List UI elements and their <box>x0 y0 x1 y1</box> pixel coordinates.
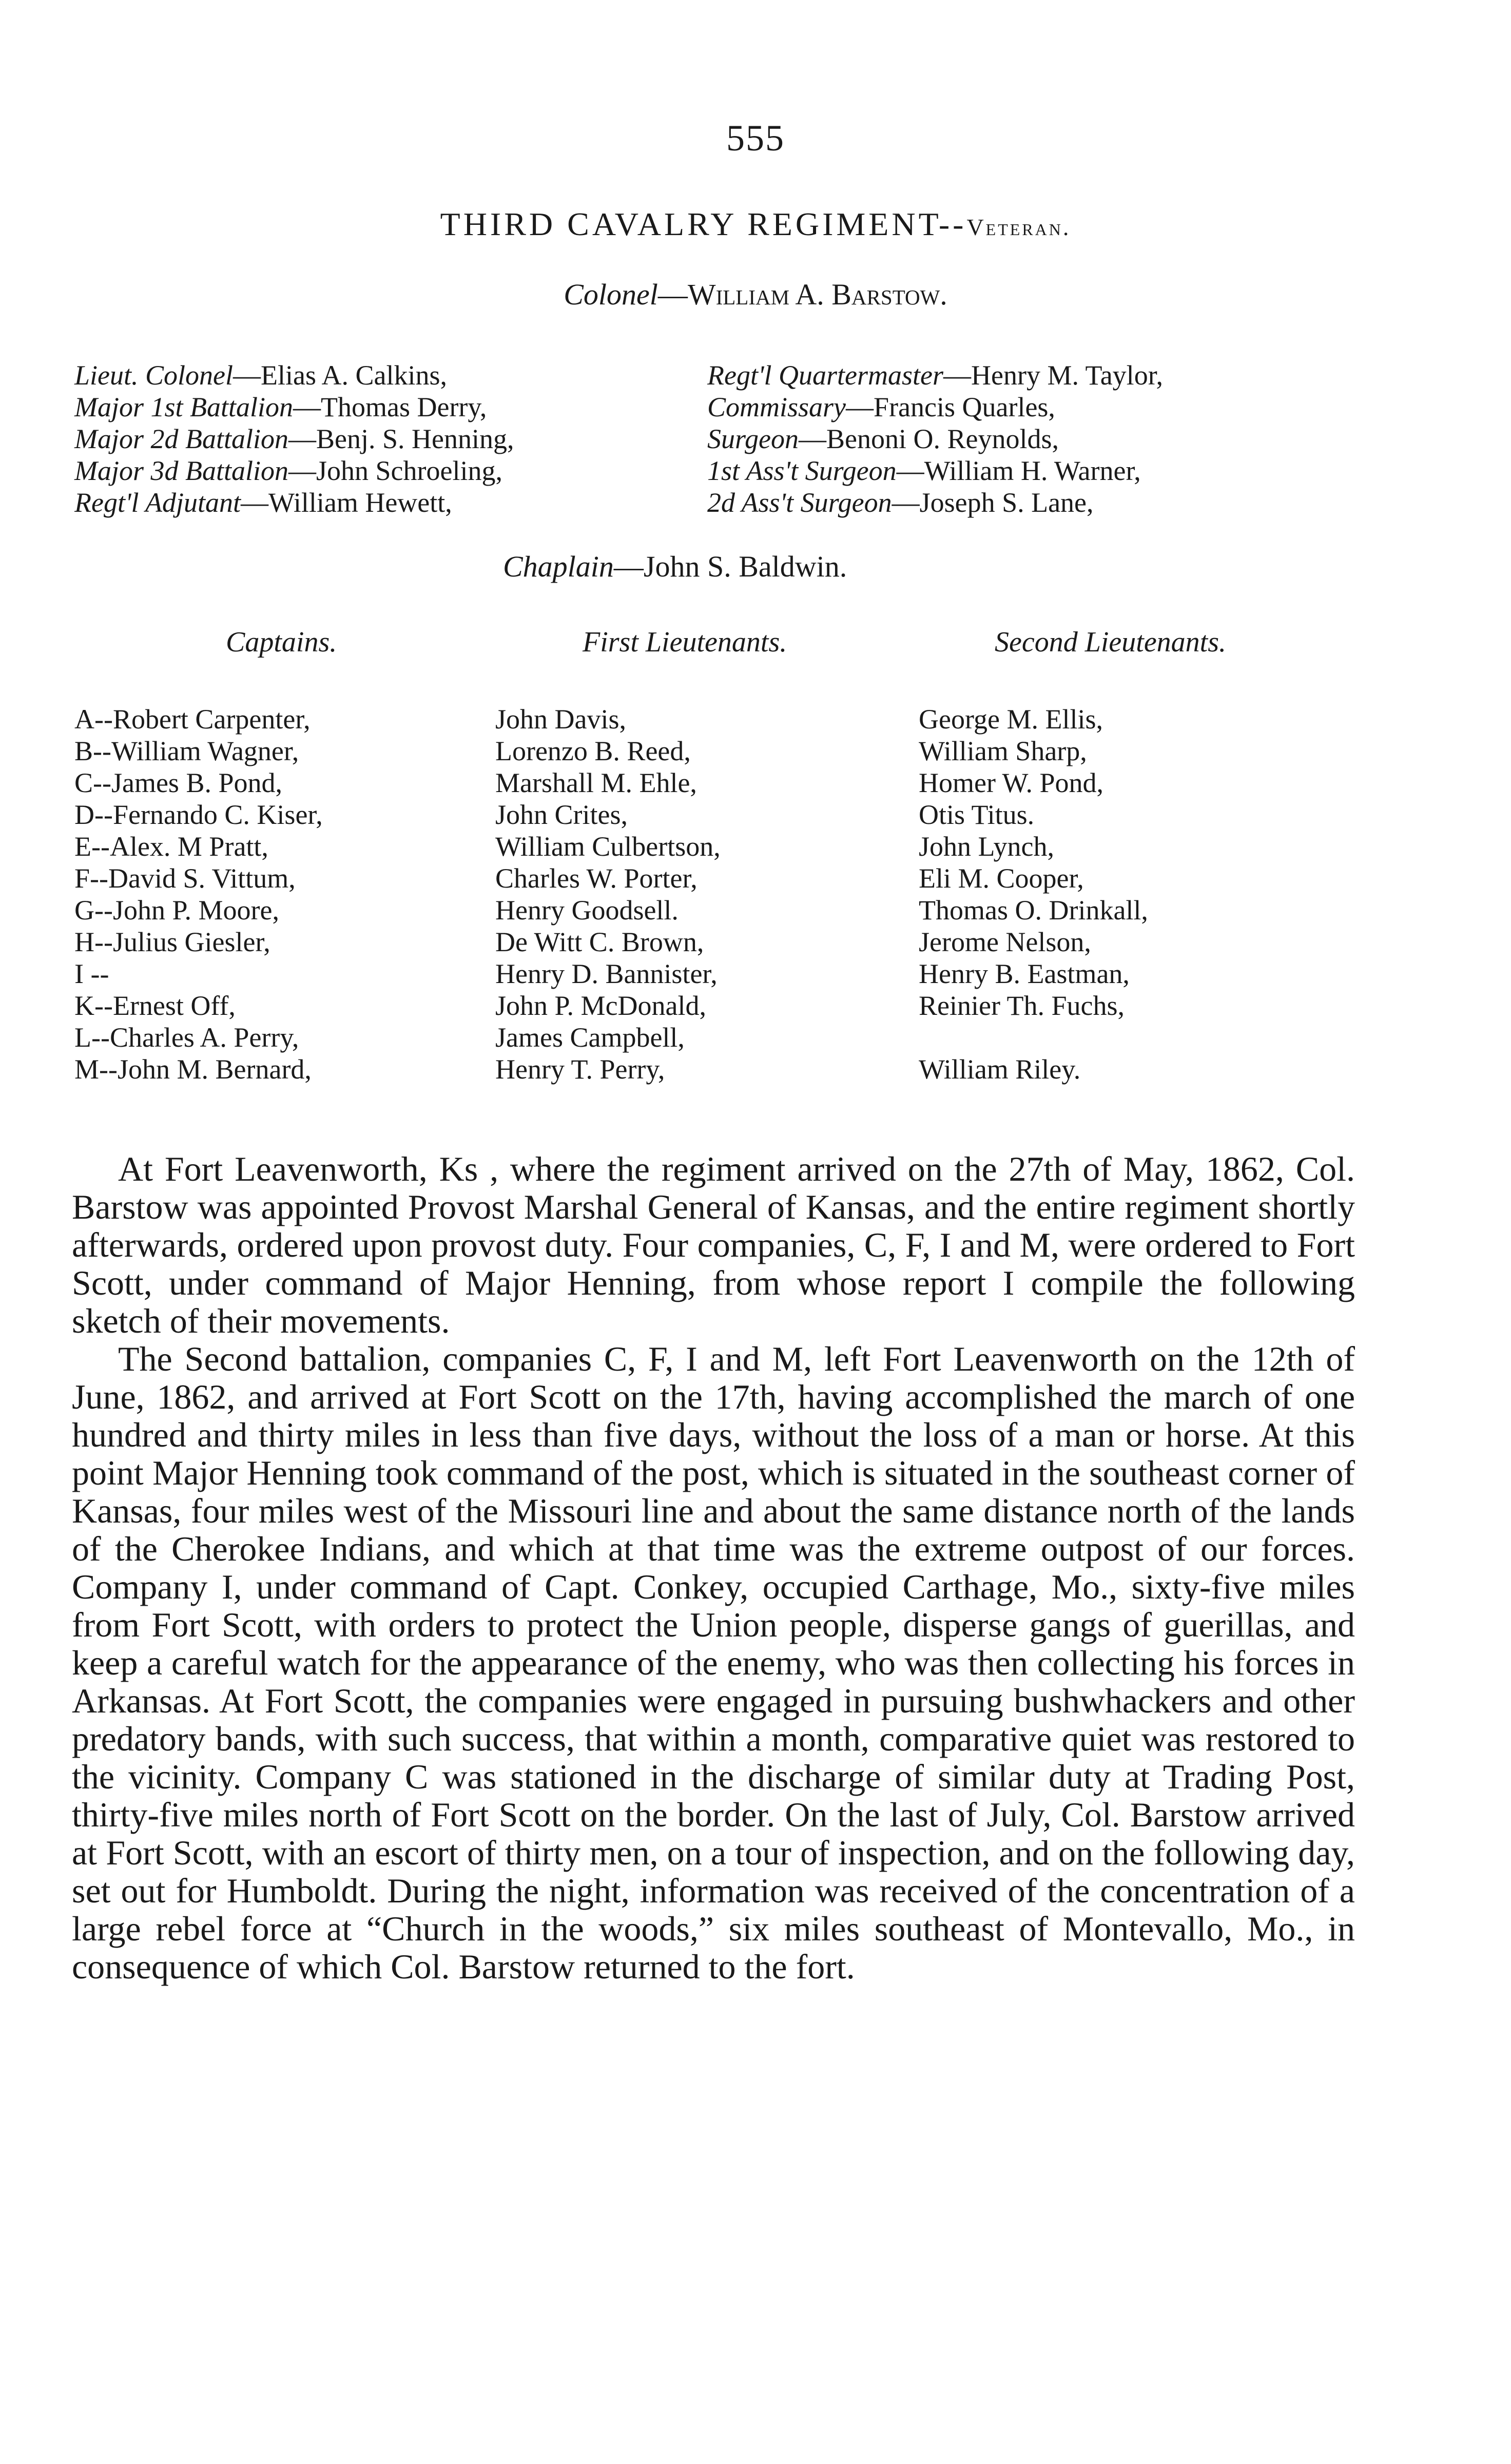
staff-name: John Schroeling, <box>316 455 502 486</box>
staff-row: Major 1st Battalion—Thomas Derry, <box>74 392 487 422</box>
captain-entry: F--David S. Vittum, <box>74 863 296 894</box>
staff-role: 1st Ass't Surgeon <box>707 455 897 486</box>
staff-role: Regt'l Quartermaster <box>707 360 944 391</box>
first-lieutenant-entry: John P. McDonald, <box>495 990 707 1021</box>
captain-entry: M--John M. Bernard, <box>74 1054 312 1085</box>
staff-name: Francis Quarles, <box>874 392 1055 422</box>
second-lieutenant-entry: Thomas O. Drinkall, <box>919 895 1148 926</box>
first-lieutenant-entry: Henry Goodsell. <box>495 895 679 926</box>
chaplain-name: John S. Baldwin. <box>643 550 847 583</box>
second-lieutenant-entry: Eli M. Cooper, <box>919 863 1084 894</box>
captain-entry: C--James B. Pond, <box>74 767 282 798</box>
second-lieutenant-entry: Otis Titus. <box>919 799 1035 830</box>
second-lieutenant-entry: George M. Ellis, <box>919 704 1103 735</box>
staff-row: Commissary—Francis Quarles, <box>707 392 1055 422</box>
staff-name: William Hewett, <box>268 487 452 518</box>
first-lieutenant-entry: John Crites, <box>495 799 628 830</box>
staff-role: Lieut. Colonel <box>74 360 233 391</box>
staff-role: Commissary <box>707 392 846 422</box>
first-lieutenant-entry: Lorenzo B. Reed, <box>495 736 691 766</box>
regiment-title <box>0 205 1511 243</box>
staff-role: 2d Ass't Surgeon <box>707 487 892 518</box>
captain-entry: E--Alex. M Pratt, <box>74 831 268 862</box>
chaplain-role: Chaplain <box>503 550 614 583</box>
staff-row: Major 2d Battalion—Benj. S. Henning, <box>74 424 514 454</box>
staff-name: Joseph S. Lane, <box>919 487 1094 518</box>
regiment-title-main: THIRD CAVALRY REGIMENT-- <box>440 206 967 242</box>
second-lieutenant-entry: Reinier Th. Fuchs, <box>919 990 1125 1021</box>
staff-row: Major 3d Battalion—John Schroeling, <box>74 455 502 486</box>
captain-entry: H--Julius Giesler, <box>74 927 270 957</box>
captains-column <box>74 703 495 1085</box>
captains-header: Captains. <box>226 626 337 658</box>
first-lieutenant-entry: William Culbertson, <box>495 831 721 862</box>
captain-entry: I -- <box>74 958 109 989</box>
staff-row: 2d Ass't Surgeon—Joseph S. Lane, <box>707 487 1094 518</box>
staff-role: Major 1st Battalion <box>74 392 294 422</box>
first-lieutenant-entry: Henry T. Perry, <box>495 1054 665 1085</box>
first-lieutenants-header: First Lieutenants. <box>583 626 787 658</box>
paragraph: The Second battalion, companies C, F, I and M, left Fort Leavenworth on the 12th of June, 1862, and arrived at Fort Scott on the 17th, having accomplished the march of one hundred and thirty miles in less than five days, without the loss of a man or horse. At this point Major Henning took command of the post, which is situated in the southeast corner of Kansas, four miles west of the Missouri line and about the same distance north of the lands of the Cherokee Indians, and which at that time was the extreme outpost of our forces. Company I, under command of Capt. Conkey, occupied Carthage, Mo., sixty-five miles from Fort Scott, with orders to protect the Union people, disperse gangs of guerillas, and keep a careful watch for the appearance of the enemy, who was then collecting his forces in Arkansas. At Fort Scott, the companies were engaged in pursuing bushwhackers and other predatory bands, with such success, that within a month, comparative quiet was restored to the vicinity. Company C was stationed in the discharge of similar duty at Trading Post, thirty-five miles north of Fort Scott on the border. On the last of July, Col. Barstow arrived at Fort Scott, with an escort of thirty men, on a tour of inspection, and on the following day, set out for Humboldt. During the night, information was received of the concentration of a large rebel force at “Church in the woods,” six miles southeast of Montevallo, Mo., in consequence of which Col. Barstow returned to the fort. <box>72 1339 1355 1986</box>
second-lieutenants-column <box>919 703 1340 1085</box>
captain-entry: A--Robert Carpenter, <box>74 704 311 735</box>
second-lieutenant-entry: Homer W. Pond, <box>919 767 1104 798</box>
second-lieutenant-entry: William Sharp, <box>919 736 1087 766</box>
colonel-role: Colonel <box>564 278 658 311</box>
second-lieutenant-entry: Jerome Nelson, <box>919 927 1091 957</box>
staff-name: Elias A. Calkins, <box>261 360 447 391</box>
captain-entry: D--Fernando C. Kiser, <box>74 799 323 830</box>
staff-row: 1st Ass't Surgeon—William H. Warner, <box>707 455 1141 486</box>
narrative-text <box>72 1150 1355 1986</box>
staff-row: Regt'l Quartermaster—Henry M. Taylor, <box>707 360 1164 391</box>
chaplain-line: Chaplain—John S. Baldwin. <box>503 550 847 583</box>
staff-name: William H. Warner, <box>924 455 1141 486</box>
regiment-title-veteran: Veteran. <box>966 214 1071 240</box>
paragraph: At Fort Leavenworth, Ks , where the regiment arrived on the 27th of May, 1862, Col. Barstow was appointed Provost Marshal General of Kansas, and the entire regiment shortly afterwards, ordered upon provost duty. Four companies, C, F, I and M, were ordered to Fort Scott, under command of Major Henning, from whose report I compile the following sketch of their movements. <box>72 1149 1355 1340</box>
first-lieutenant-entry: De Witt C. Brown, <box>495 927 704 957</box>
field-staff-left <box>74 359 690 518</box>
staff-name: Thomas Derry, <box>321 392 487 422</box>
first-lieutenant-entry: James Campbell, <box>495 1022 685 1053</box>
colonel-sep: — <box>657 278 688 311</box>
second-lieutenant-entry: William Riley. <box>919 1054 1081 1085</box>
second-lieutenant-entry: John Lynch, <box>919 831 1054 862</box>
captain-entry: K--Ernest Off, <box>74 990 236 1021</box>
staff-role: Major 2d Battalion <box>74 424 288 454</box>
first-lieutenant-entry: Henry D. Bannister, <box>495 958 718 989</box>
staff-row: Lieut. Colonel—Elias A. Calkins, <box>74 360 447 391</box>
staff-row: Regt'l Adjutant—William Hewett, <box>74 487 452 518</box>
first-lieutenant-entry: John Davis, <box>495 704 626 735</box>
first-lieutenants-column <box>495 703 916 1085</box>
staff-role: Regt'l Adjutant <box>74 487 241 518</box>
second-lieutenant-entry <box>919 1022 1340 1053</box>
first-lieutenant-entry: Charles W. Porter, <box>495 863 698 894</box>
staff-name: Henry M. Taylor, <box>971 360 1164 391</box>
staff-name: Benoni O. Reynolds, <box>826 424 1059 454</box>
staff-role: Major 3d Battalion <box>74 455 288 486</box>
staff-row: Surgeon—Benoni O. Reynolds, <box>707 424 1059 454</box>
captain-entry: B--William Wagner, <box>74 736 299 766</box>
colonel-name: William A. Barstow. <box>687 278 947 311</box>
field-staff-right <box>707 359 1349 518</box>
second-lieutenant-entry: Henry B. Eastman, <box>919 958 1130 989</box>
staff-name: Benj. S. Henning, <box>316 424 514 454</box>
first-lieutenant-entry: Marshall M. Ehle, <box>495 767 697 798</box>
staff-role: Surgeon <box>707 424 799 454</box>
colonel-line <box>0 277 1511 312</box>
second-lieutenants-header: Second Lieutenants. <box>995 626 1227 658</box>
page-number: 555 <box>726 118 785 159</box>
captain-entry: L--Charles A. Perry, <box>74 1022 299 1053</box>
captain-entry: G--John P. Moore, <box>74 895 279 926</box>
